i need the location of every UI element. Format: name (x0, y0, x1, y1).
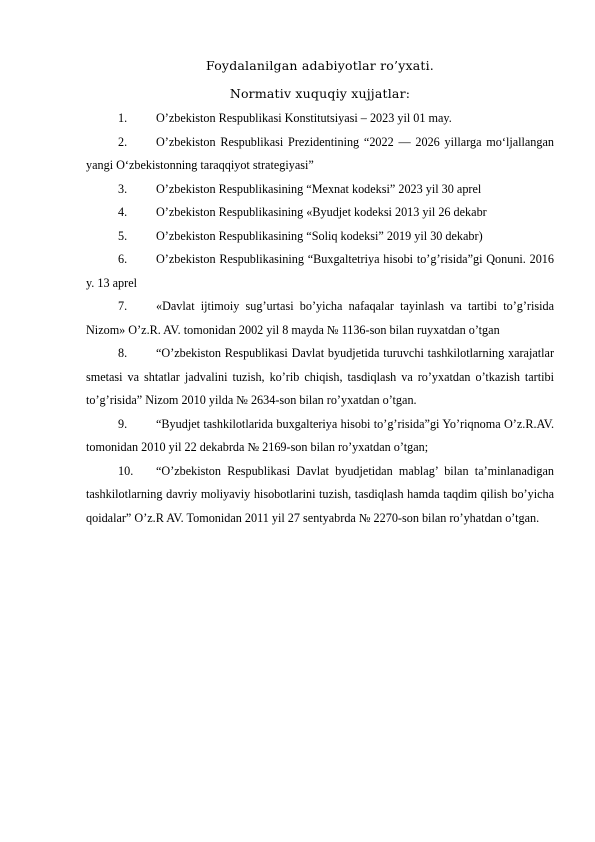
reference-text: O’zbekiston Respublikasi Konstitutsiyasi – 2023 yil 01 may. (156, 111, 452, 125)
reference-item (86, 131, 554, 178)
reference-text: «Davlat ijtimoiy sug’urtasi bo’yicha nafaqalar tayinlash va tartibi to’g’risida Nizom» O’z.R. AV. tomonidan 2002 yil 8 mayda № 1136-son bilan ruyxatdan o’tgan (86, 299, 554, 337)
reference-number: 8. (118, 346, 128, 360)
document-title: Foydalanilgan adabiyotlar ro’yxati. (206, 58, 434, 73)
reference-text: O’zbekiston Respublikasining “Buxgaltetriya hisobi to’g’risida”gi Qonuni. 2016 y. 13 aprel (86, 252, 554, 290)
reference-item (86, 295, 554, 342)
reference-number: 1. (118, 111, 128, 125)
reference-number: 5. (118, 228, 128, 243)
reference-item (86, 342, 554, 413)
reference-item (86, 201, 554, 225)
reference-list (86, 107, 554, 530)
reference-number: 10. (118, 463, 134, 478)
reference-text: “O’zbekiston Respublikasi Davlat byudjetida turuvchi tashkilotlarning xarajatlar smetasi va shtatlar jadvalini tuzish, ko’rib chiqish, tasdiqlash va ro’yxatdan o’tkazish tartibi to’g’risida” Nizom 2010 yilda № 2634-son bilan ro’yxatdan o’tgan. (86, 346, 554, 407)
reference-number: 9. (118, 416, 128, 431)
reference-text: “Byudjet tashkilotlarida buxgalteriya hisobi to’g’risida”gi Yo’riqnoma O’z.R.AV. tomonidan 2010 yil 22 dekabrda № 2169-son bilan ro’yxatdan o’tgan; (86, 416, 554, 454)
reference-number: 4. (118, 205, 128, 219)
reference-item (86, 178, 554, 202)
reference-text: “O’zbekiston Respublikasi Davlat byudjetidan mablag’ bilan ta’minlanadigan tashkilotlarning davriy moliyaviy hisobotlarini tuzish, tasdiqlash hamda taqdim qilish bo’yicha qoidalar” O’z.R AV. Tomonidan 2011 yil 27 sentyabrda № 2270-son bilan ro’yhatdan o’tgan. (86, 463, 554, 525)
reference-item (86, 107, 554, 131)
reference-number: 7. (118, 299, 128, 313)
reference-text: O’zbekiston Respublikasining «Byudjet kodeksi 2013 yil 26 dekabr (156, 205, 487, 219)
reference-number: 6. (118, 252, 128, 266)
reference-number: 2. (118, 134, 128, 149)
reference-item (86, 460, 554, 531)
reference-item (86, 413, 554, 460)
reference-item (86, 248, 554, 295)
reference-item (86, 225, 554, 249)
reference-number: 3. (118, 181, 128, 196)
section-heading: Normativ xuquqiy xujjatlar: (229, 86, 411, 101)
reference-text: O’zbekiston Respublikasining “Mexnat kodeksi” 2023 yil 30 aprel (156, 181, 482, 196)
reference-text: O’zbekiston Respublikasi Prezidentining “2022 — 2026 yillarga mo‘ljallangan yangi O‘zbekistonning taraqqiyot strategiyasi” (86, 134, 554, 172)
reference-text: O’zbekiston Respublikasining “Soliq kodeksi” 2019 yil 30 dekabr) (156, 228, 483, 243)
